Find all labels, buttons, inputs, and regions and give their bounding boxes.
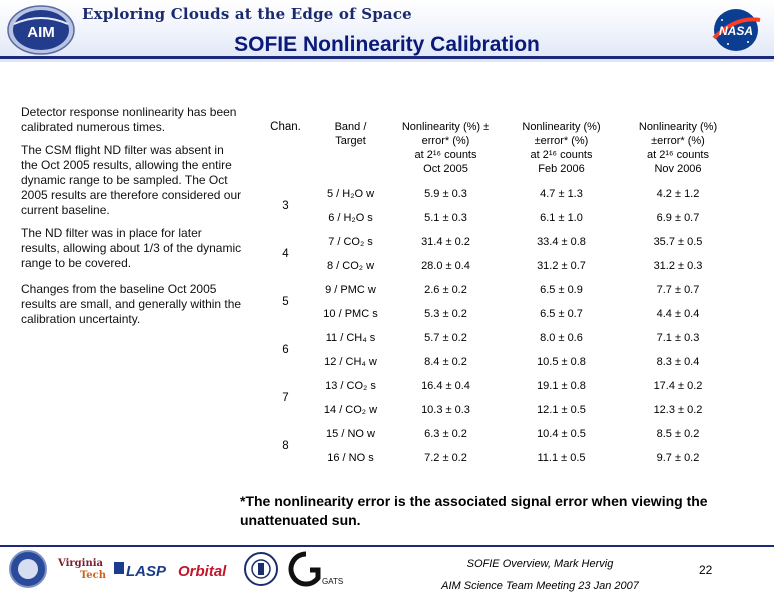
band-cell: 10 / PMC s [323, 308, 378, 320]
value-cell: 28.0 ± 0.4 [421, 260, 470, 272]
band-cell: 9 / PMC w [325, 284, 376, 296]
lasp-text: LASP [126, 563, 167, 580]
banner: Exploring Clouds at the Edge of Space [82, 5, 412, 23]
header-band-line: Target [335, 135, 366, 147]
value-cell: 6.1 ± 1.0 [540, 212, 583, 224]
channel-cell: 7 [282, 392, 289, 404]
table-header-row [258, 114, 736, 182]
page-title: SOFIE Nonlinearity Calibration [234, 33, 540, 56]
band-cell: 6 / H₂O s [328, 212, 373, 224]
channel-cell: 4 [282, 248, 289, 260]
nasa-logo [708, 6, 764, 54]
value-cell: 16.4 ± 0.4 [421, 380, 470, 392]
channel-cell: 3 [282, 200, 289, 212]
table-row [258, 230, 736, 254]
value-cell: 5.7 ± 0.2 [424, 332, 467, 344]
tech-text: Tech [80, 570, 107, 581]
aim-mission-patch [10, 551, 46, 587]
header-line: Feb 2006 [538, 163, 585, 175]
paragraph-4: Changes from the baseline Oct 2005 results are small, and generally within the calibration uncertainty. [21, 282, 242, 326]
header-oct-2005 [388, 114, 503, 182]
header-band-line: Band / [334, 121, 367, 133]
channel-cell: 5 [282, 296, 289, 308]
value-cell: 8.0 ± 0.6 [540, 332, 583, 344]
header-line: Nonlinearity (%) [522, 121, 601, 133]
value-cell: 8.3 ± 0.4 [656, 356, 700, 368]
footer-rule [0, 545, 774, 547]
header-chan: Chan. [270, 121, 301, 133]
value-cell: 6.9 ± 0.7 [656, 212, 700, 224]
band-cell: 8 / CO₂ w [326, 260, 375, 272]
band-cell: 7 / CO₂ s [328, 236, 373, 248]
band-cell: 14 / CO₂ w [323, 404, 378, 416]
value-cell: 7.2 ± 0.2 [424, 452, 467, 464]
band-cell: 11 / CH₄ s [325, 332, 376, 344]
band-cell: 5 / H₂O w [326, 188, 375, 200]
page-number: 22 [699, 563, 713, 577]
value-cell: 7.7 ± 0.7 [656, 284, 700, 296]
nasa-logo-text: NASA [718, 24, 754, 38]
virginia-text: Virginia [58, 558, 103, 569]
footer-credits [440, 553, 640, 594]
header-feb-2006 [503, 114, 620, 182]
lasp-logo [114, 562, 167, 580]
header-line: Nonlinearity (%) [638, 121, 718, 133]
header-line: ±error* (%) [651, 135, 705, 147]
band-cell: 16 / NO s [327, 452, 374, 464]
table-row [258, 302, 736, 326]
orbital-text: Orbital [178, 563, 227, 580]
header-line: Nov 2006 [654, 163, 702, 175]
value-cell: 6.5 ± 0.7 [540, 308, 583, 320]
partner-logos [6, 548, 346, 590]
description [21, 105, 243, 335]
channel-cell: 6 [282, 344, 289, 356]
value-cell: 8.5 ± 0.2 [656, 428, 700, 440]
band-cell: 12 / CH₄ w [324, 356, 377, 368]
value-cell: 8.4 ± 0.2 [424, 356, 467, 368]
header-line: Nonlinearity (%) ± [401, 121, 490, 133]
value-cell: 2.6 ± 0.2 [424, 284, 467, 296]
header-line: ±error* (%) [534, 135, 589, 147]
value-cell: 4.2 ± 1.2 [656, 188, 700, 200]
table-row [258, 206, 736, 230]
table-row [258, 182, 736, 206]
gats-text: GATS [322, 577, 344, 586]
footer-presentation: SOFIE Overview, Mark Hervig [466, 558, 614, 570]
table-row [258, 374, 736, 398]
value-cell: 6.5 ± 0.9 [540, 284, 583, 296]
header-line: at 2¹⁶ counts [530, 149, 593, 161]
header-line: at 2¹⁶ counts [414, 149, 477, 161]
value-cell: 35.7 ± 0.5 [653, 236, 703, 248]
value-cell: 5.9 ± 0.3 [424, 188, 467, 200]
value-cell: 6.3 ± 0.2 [424, 428, 467, 440]
channel-cell: 8 [282, 440, 289, 452]
value-cell: 4.7 ± 1.3 [540, 188, 583, 200]
calibration-table [258, 114, 736, 470]
value-cell: 31.4 ± 0.2 [421, 236, 470, 248]
table-row [258, 326, 736, 350]
table-row [258, 350, 736, 374]
header-line: error* (%) [421, 135, 470, 147]
header-nov-2006 [620, 114, 736, 182]
value-cell: 12.3 ± 0.2 [653, 404, 703, 416]
value-cell: 12.1 ± 0.5 [537, 404, 586, 416]
table-row [258, 422, 736, 446]
footer-meeting: AIM Science Team Meeting 23 Jan 2007 [441, 580, 639, 592]
orbital-logo [178, 563, 227, 580]
value-cell: 31.2 ± 0.3 [653, 260, 703, 272]
value-cell: 10.3 ± 0.3 [421, 404, 470, 416]
table-row [258, 278, 736, 302]
table-row [258, 446, 736, 470]
table-row [258, 398, 736, 422]
value-cell: 33.4 ± 0.8 [537, 236, 586, 248]
band-cell: 13 / CO₂ s [325, 380, 376, 392]
value-cell: 10.4 ± 0.5 [537, 428, 586, 440]
header-line: Oct 2005 [423, 163, 468, 175]
value-cell: 19.1 ± 0.8 [537, 380, 586, 392]
header-line: at 2¹⁶ counts [646, 149, 709, 161]
value-cell: 5.3 ± 0.2 [424, 308, 467, 320]
value-cell: 9.7 ± 0.2 [656, 452, 700, 464]
virginia-tech-logo [57, 558, 107, 581]
gats-logo [291, 554, 343, 586]
aim-logo-text: AIM [27, 24, 55, 41]
footnote: *The nonlinearity error is the associated signal error when viewing the unattenuated sun. [240, 493, 708, 528]
band-cell: 15 / NO w [326, 428, 375, 440]
value-cell: 11.1 ± 0.5 [537, 452, 586, 464]
paragraph-2: The CSM flight ND filter was absent in the Oct 2005 results, allowing the entire dynamic range to be sampled. The Oct 2005 results are therefore considered our current baseline. [21, 143, 242, 217]
paragraph-1: Detector response nonlinearity has been calibrated numerous times. [21, 105, 237, 134]
value-cell: 7.1 ± 0.3 [656, 332, 700, 344]
value-cell: 4.4 ± 0.4 [656, 308, 700, 320]
table-row [258, 254, 736, 278]
header-band-target [313, 114, 388, 182]
value-cell: 5.1 ± 0.3 [424, 212, 467, 224]
paragraph-3: The ND filter was in place for later results, allowing about 1/3 of the dynamic range to be covered. [21, 226, 242, 270]
value-cell: 10.5 ± 0.8 [537, 356, 586, 368]
hampton-university-seal [245, 553, 277, 585]
value-cell: 31.2 ± 0.7 [537, 260, 586, 272]
value-cell: 17.4 ± 0.2 [653, 380, 703, 392]
